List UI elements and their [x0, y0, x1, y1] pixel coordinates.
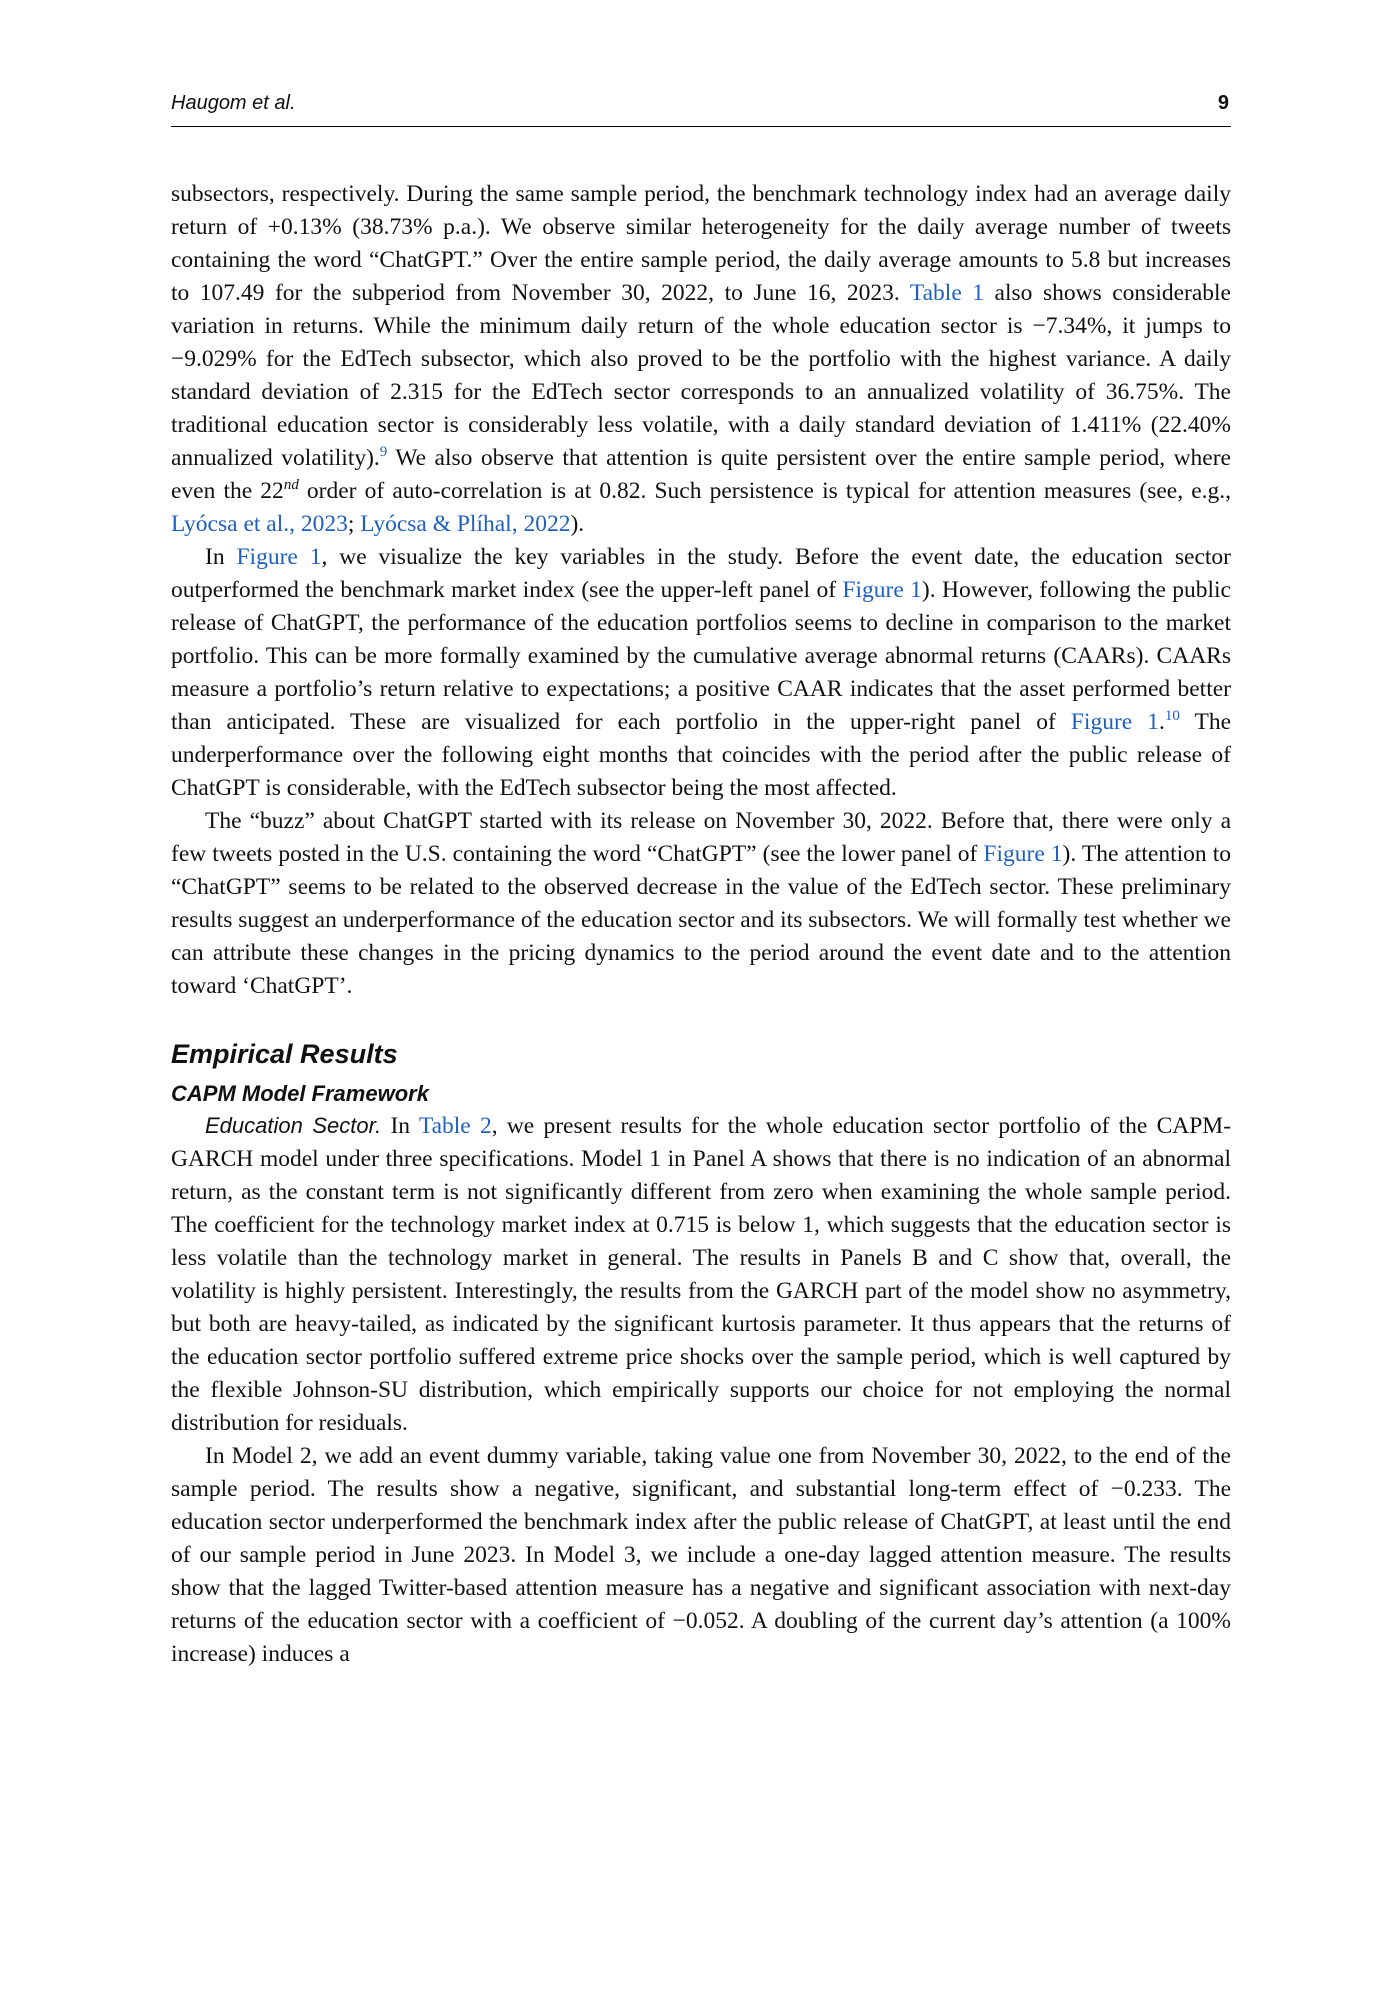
subsection-heading: CAPM Model Framework: [171, 1081, 429, 1106]
figure-1-link[interactable]: Figure 1: [983, 841, 1063, 867]
footnote-10-link[interactable]: 10: [1164, 708, 1180, 725]
superscript-nd: nd: [283, 477, 299, 494]
article-body: [171, 178, 1231, 1671]
runin-heading: Education Sector.: [205, 1113, 382, 1138]
paragraph-figure-1: In Figure 1, we visualize the key variables in the study. Before the event date, the education sector outperformed the benchmark market index (see the upper-left panel of Figure 1). However, following the public release of ChatGPT, the performance of the education portfolios seems to decline in comparison to the market portfolio. This can be more formally examined by the cumulative average abnormal returns (CAARs). CAARs measure a portfolio’s return relative to expectations; a positive CAAR indicates that the asset performed better than anticipated. These are visualized for each portfolio in the upper-right panel of Figure 1.10 The underperformance over the following eight months that coincides with the period after the public release of ChatGPT is considerable, with the EdTech subsector being the most affected.: [171, 544, 1232, 801]
figure-1-link[interactable]: Figure 1: [236, 544, 322, 570]
citation-lyocsa-plihal-2022[interactable]: Lyócsa & Plíhal, 2022: [360, 511, 571, 537]
citation-lyocsa-2023[interactable]: Lyócsa et al., 2023: [171, 511, 348, 537]
running-head: Haugom et al.: [171, 92, 296, 114]
page-number: 9: [1217, 92, 1229, 114]
table-2-link[interactable]: Table 2: [418, 1113, 492, 1139]
paragraph-education-sector: Education Sector. In Table 2, we present results for the whole education sector portfolio of the CAPM-GARCH model under three specifications. Model 1 in Panel A shows that there is no indication of an abnormal return, as the constant term is not significantly different from zero when examining the whole sample period. The coefficient for the technology market index at 0.715 is below 1, which suggests that the education sector is less volatile than the technology market in general. The results in Panels B and C show that, overall, the volatility is highly persistent. Interestingly, the results from the GARCH part of the model show no asymmetry, but both are heavy-tailed, as indicated by the significant kurtosis parameter. It thus appears that the returns of the education sector portfolio suffered extreme price shocks over the sample period, which is well captured by the flexible Johnson-SU distribution, which empirically supports our choice for not employing the normal distribution for residuals.: [171, 1113, 1232, 1436]
table-1-link[interactable]: Table 1: [909, 280, 985, 306]
footnote-9-link[interactable]: 9: [379, 444, 388, 461]
paragraph-model-2: In Model 2, we add an event dummy variable, taking value one from November 30, 2022, to the end of the sample period. The results show a negative, significant, and substantial long-term effect of −0.233. The education sector underperformed the benchmark index after the public release of ChatGPT, at least until the end of our sample period in June 2023. In Model 3, we include a one-day lagged attention measure. The results show that the lagged Twitter-based attention measure has a negative and significant association with next-day returns of the education sector with a coefficient of −0.052. A doubling of the current day’s attention (a 100% increase) induces a: [171, 1443, 1231, 1667]
figure-1-link[interactable]: Figure 1: [1070, 709, 1159, 735]
figure-1-link[interactable]: Figure 1: [842, 577, 922, 603]
page-header: [171, 92, 1231, 127]
paragraph-buzz: The “buzz” about ChatGPT started with its release on November 30, 2022. Before that, there were only a few tweets posted in the U.S. containing the word “ChatGPT” (see the lower panel of Figure 1). The attention to “ChatGPT” seems to be related to the observed decrease in the value of the EdTech sector. These preliminary results suggest an underperformance of the education sector and its subsectors. We will formally test whether we can attribute these changes in the pricing dynamics to the period around the event date and to the attention toward ‘ChatGPT’.: [171, 808, 1231, 999]
section-heading: Empirical Results: [171, 1039, 398, 1069]
paragraph-continued: subsectors, respectively. During the same sample period, the benchmark technology index had an average daily return of +0.13% (38.73% p.a.). We observe similar heterogeneity for the daily average number of tweets containing the word “ChatGPT.” Over the entire sample period, the daily average amounts to 5.8 but increases to 107.49 for the subperiod from November 30, 2022, to June 16, 2023. Table 1 also shows considerable variation in returns. While the minimum daily return of the whole education sector is −7.34%, it jumps to −9.029% for the EdTech subsector, which also proved to be the portfolio with the highest variance. A daily standard deviation of 2.315 for the EdTech sector corresponds to an annualized volatility of 36.75%. The traditional education sector is considerably less volatile, with a daily standard deviation of 1.411% (22.40% annualized volatility).$^9$ We also observe that attention is quite persistent over the entire sample period, where even the 22nd order of auto-correlation is at 0.82. Such persistence is typical for attention measures (see, e.g., Lyócsa et al., 2023; Lyócsa & Plíhal, 2022).: [171, 181, 1232, 537]
